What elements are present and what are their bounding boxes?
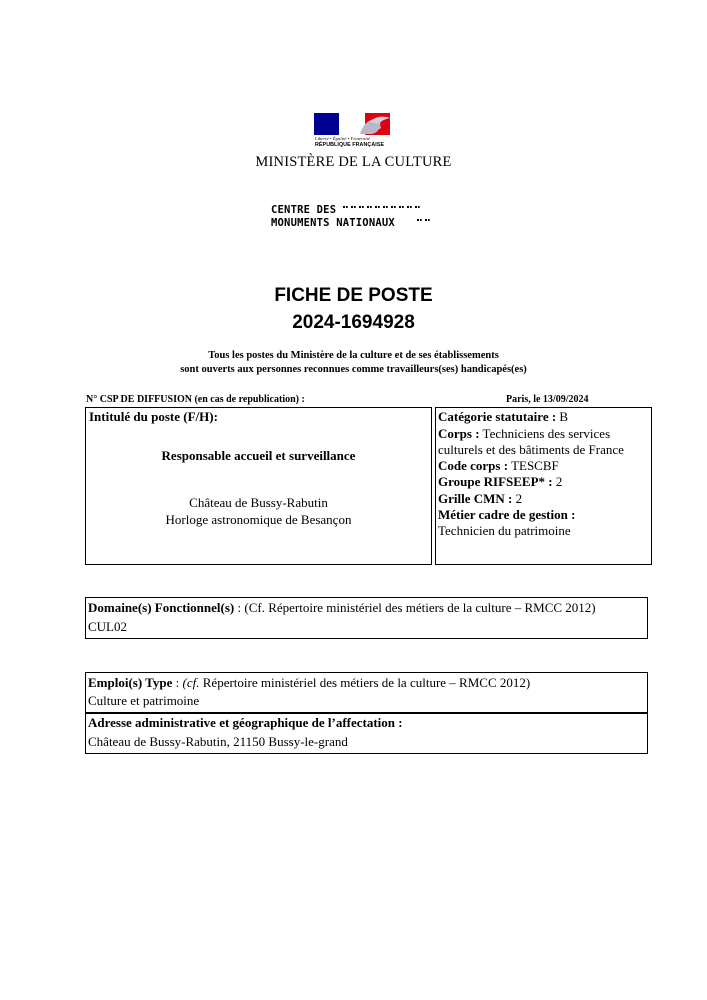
- domaine-value: CUL02: [88, 619, 127, 634]
- poste-title: Responsable accueil et surveillance: [161, 448, 356, 463]
- code-corps-value: TESCBF: [511, 458, 559, 473]
- corps-value: Techniciens des services: [482, 426, 611, 441]
- domaine-row: [88, 600, 596, 616]
- grille-label: Grille CMN :: [438, 491, 513, 506]
- cmn-logo: [271, 204, 431, 232]
- fiche-reference: 2024-1694928: [292, 312, 415, 333]
- grille-row: [438, 491, 522, 507]
- adresse-label: Adresse administrative et géographique de l’affectation :: [88, 715, 403, 730]
- categorie-value: B: [559, 409, 569, 424]
- marianne-flag-icon: [314, 113, 390, 135]
- rifseep-label: Groupe RIFSEEP* :: [438, 474, 553, 489]
- page-title: FICHE DE POSTE: [274, 285, 433, 306]
- categorie-label: Catégorie statutaire :: [438, 409, 557, 424]
- categorie-box: [435, 407, 652, 565]
- notice-line2: sont ouverts aux personnes reconnues comme travailleurs(ses) handicapés(es): [180, 364, 527, 375]
- republique-label: RÉPUBLIQUE FRANÇAISE: [315, 142, 385, 148]
- site-1: Château de Bussy-Rabutin: [189, 495, 328, 510]
- handicap-notice: [0, 349, 707, 377]
- cmn-logo-line1: CENTRE DES: [271, 204, 337, 216]
- marianne-profile-icon: [354, 114, 394, 134]
- metier-label: Métier cadre de gestion :: [438, 507, 576, 522]
- ministry-label: MINISTÈRE DE LA CULTURE: [255, 154, 452, 170]
- devise-text: Liberté • Égalité • Fraternité: [315, 136, 371, 141]
- adresse-box: [85, 713, 648, 754]
- corps-row: [438, 426, 610, 442]
- emploi-value: Culture et patrimoine: [88, 693, 200, 708]
- cmn-pattern-icon-small: [417, 219, 430, 224]
- adresse-value: Château de Bussy-Rabutin, 21150 Bussy-le-grand: [88, 734, 348, 749]
- emploi-label: Emploi(s) Type: [88, 675, 173, 690]
- document-date: Paris, le 13/09/2024: [506, 394, 589, 405]
- ministry-name: [0, 154, 707, 171]
- corps-value-line2: culturels et des bâtiments de France: [438, 442, 624, 457]
- metier-value: Technicien du patrimoine: [438, 523, 571, 538]
- domaine-label: Domaine(s) Fonctionnel(s): [88, 600, 235, 615]
- emploi-row: Emploi(s) Type : (cf. Répertoire ministériel des métiers de la culture – RMCC 2012): [88, 675, 531, 690]
- grille-value: 2: [515, 491, 523, 506]
- rifseep-value: 2: [555, 474, 563, 489]
- emploi-reference: Répertoire ministériel des métiers de la culture – RMCC 2012): [199, 675, 531, 690]
- code-corps-label: Code corps :: [438, 458, 509, 473]
- domaine-reference: : (Cf. Répertoire ministériel des métiers de la culture – RMCC 2012): [234, 600, 596, 615]
- csp-diffusion-label: N° CSP DE DIFFUSION (en cas de republication) :: [86, 394, 305, 405]
- domaine-box: [85, 597, 648, 639]
- cmn-logo-line2: MONUMENTS NATIONAUX: [271, 217, 395, 229]
- notice-line1: Tous les postes du Ministère de la culture et de ses établissements: [208, 350, 499, 361]
- intitule-label: Intitulé du poste (F/H):: [89, 409, 218, 424]
- republique-francaise-logo: [314, 113, 392, 153]
- code-corps-row: [438, 458, 559, 474]
- intitule-box: [85, 407, 432, 565]
- corps-label: Corps :: [438, 426, 480, 441]
- site-2: Horloge astronomique de Besançon: [165, 512, 352, 527]
- emploi-cf: (cf.: [182, 675, 200, 690]
- categorie-row: [438, 409, 568, 425]
- cmn-pattern-icon: [343, 206, 420, 211]
- rifseep-row: [438, 474, 562, 490]
- emploi-box: [85, 672, 648, 713]
